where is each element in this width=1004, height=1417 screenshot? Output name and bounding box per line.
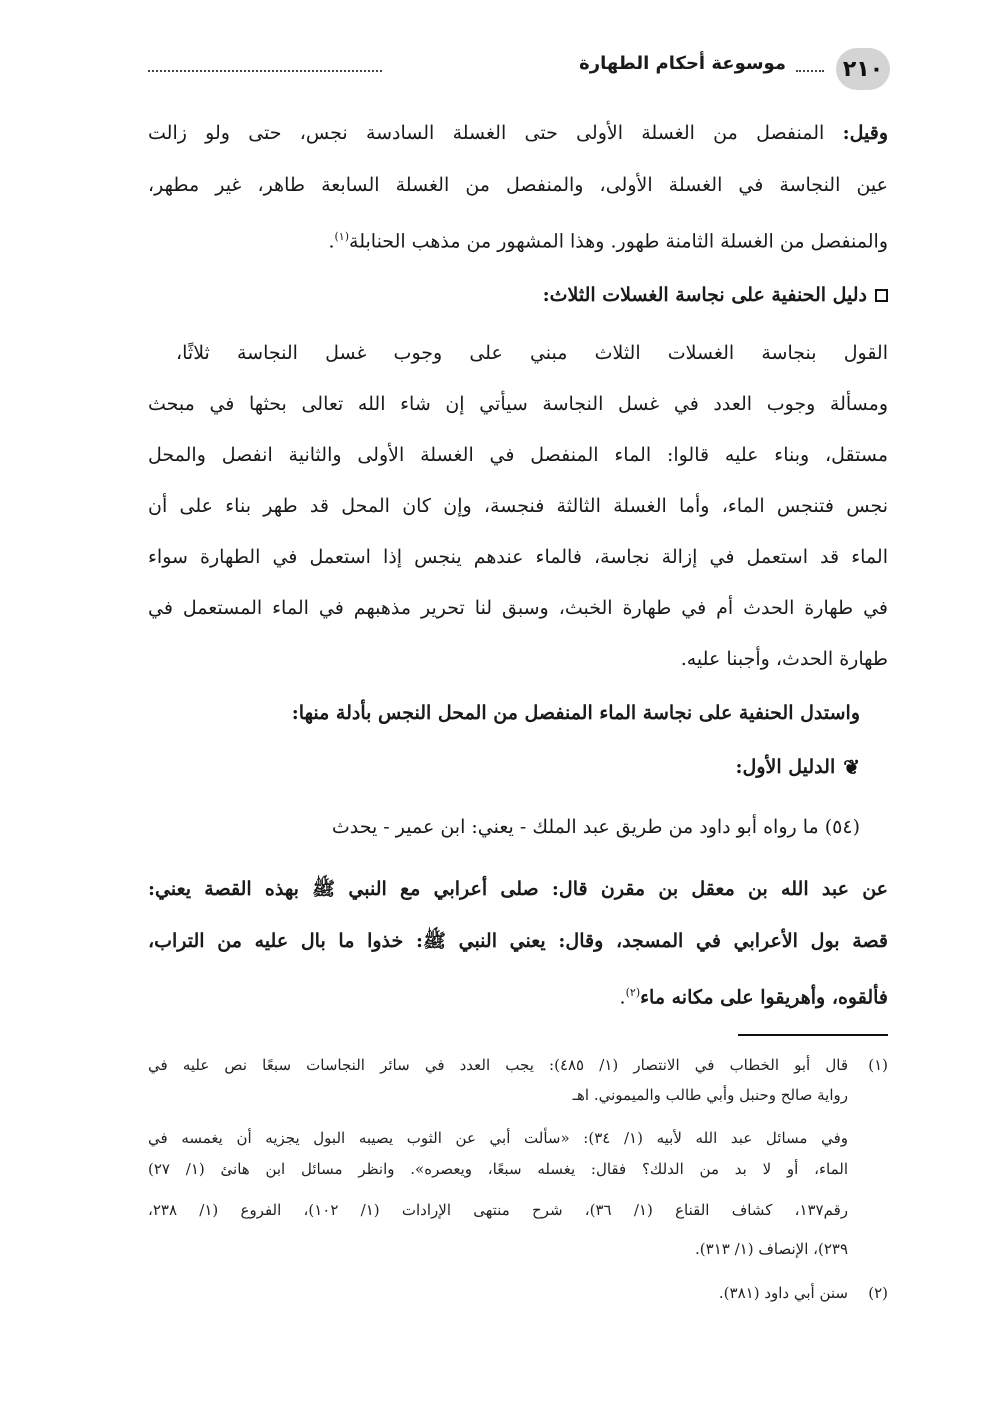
paragraph-lead: وقيل: [842,122,888,144]
page-number-badge: ٢١٠ [836,48,890,90]
header-dotted-rule-left [148,70,382,72]
header-dotted-rule-right [796,70,824,72]
leaf-ornament-icon: ❦ [843,755,860,779]
footnote-ref[interactable]: (٢) [625,986,641,999]
footnote-1-line-5: رقم١٣٧، كشاف القناع (١/ ٣٦)، شرح منتهى الإرادات (١/ ١٠٢)، الفروع (١/ ٢٣٨، [148,1201,849,1219]
paragraph-1-line-2: عين النجاسة في الغسلة الأولى، والمنفصل من الغسلة السابعة طاهر، غير مطهر، [148,174,888,196]
hadith-line-1: عن عبد الله بن معقل بن مقرن قال: صلى أعرابي مع النبي ﷺ بهذه القصة يعني: [148,878,888,900]
footnote-marker: (١) [868,1056,888,1074]
heading-text: دليل الحنفية على نجاسة الغسلات الثلاث: [542,284,867,306]
paragraph-1-line-1 [148,118,888,148]
heading-text: واستدل الحنفية على نجاسة الماء المنفصل من المحل النجس بأدلة منها: [291,702,860,724]
hadith-text: . [619,986,626,1009]
paragraph-text: والمنفصل من الغسلة الثامنة طهور. وهذا المشهور من مذهب الحنابلة [349,230,888,253]
paragraph-2-line-3: مستقل، وبناء عليه قالوا: الماء المنفصل في الغسلة الأولى والثانية انفصل والمحل [148,444,888,466]
footnote-1-line-6: ٢٣٩)، الإنصاف (١/ ٣١٣). [695,1240,848,1258]
footnote-2 [148,1281,888,1305]
paragraph-1-line-3 [148,222,888,256]
paragraph-2-line-7: طهارة الحدث، وأجبنا عليه. [680,648,888,670]
footnote-1-line-3: وفي مسائل عبد الله لأبيه (١/ ٣٤): «سألت أبي عن الثوب يصيبه البول يجزيه أن يغمسه في [148,1129,848,1147]
paragraph-text: المنفصل من الغسلة الأولى حتى الغسلة السادسة نجس، حتى ولو زالت [148,122,843,144]
section-heading-hanafi-evidence [543,280,888,310]
section-heading-evidences [292,698,860,728]
running-title: موسوعة أحكام الطهارة [579,53,786,74]
paragraph-2-line-4: نجس فتنجس الماء، وأما الغسلة الثالثة فنجسة، وإن كان المحل قد طهر بناء على أن [148,495,888,517]
square-outline-icon [875,289,888,302]
paragraph-2-line-1: القول بنجاسة الغسلات الثلاث مبني على وجوب غسل النجاسة ثلاثًا، [176,342,888,364]
footnote-1-line-4: الماء، أو لا بد من الدلك؟ فقال: يغسله سبعًا، ويعصره». وانظر مسائل ابن هانئ (١/ ٢٧) [148,1160,848,1178]
footnote-marker: (٢) [868,1284,888,1302]
section-heading-first-evidence [736,752,860,782]
paragraph-2-line-5: الماء قد استعمل في إزالة نجاسة، فالماء عندهم ينجس إذا استعمل في الطهارة سواء [148,546,888,568]
footnote-1-line-2: رواية صالح وحنبل وأبي طالب والميموني. اهـ [572,1086,848,1104]
footnote-text: قال أبو الخطاب في الانتصار (١/ ٤٨٥): يجب العدد في سائر النجاسات سبعًا نص عليه في [148,1056,848,1074]
paragraph-2-line-2: ومسألة وجوب العدد في غسل النجاسة سيأتي إن شاء الله تعالى بحثها في مبحث [148,393,888,415]
page-header [148,42,890,96]
footnote-text: سنن أبي داود (٣٨١). [718,1284,848,1302]
footnote-separator [738,1034,888,1036]
footnote-1-line-1 [148,1053,888,1077]
hadith-intro: (٥٤) ما رواه أبو داود من طريق عبد الملك - يعني: ابن عمير - يحدث [331,816,860,838]
hadith-text: فألقوه، وأهريقوا على مكانه ماء [640,986,888,1009]
paragraph-text: . [328,230,335,253]
hadith-line-2: قصة بول الأعرابي في المسجد، وقال: يعني النبي ﷺ: خذوا ما بال عليه من التراب، [148,930,888,952]
heading-text: الدليل الأول: [735,756,836,778]
footnote-ref[interactable]: (١) [334,230,350,243]
hadith-line-3 [148,978,888,1012]
paragraph-2-line-6: في طهارة الحدث أم في طهارة الخبث، وسبق لنا تحرير مذهبهم في الماء المستعمل في [148,597,888,619]
